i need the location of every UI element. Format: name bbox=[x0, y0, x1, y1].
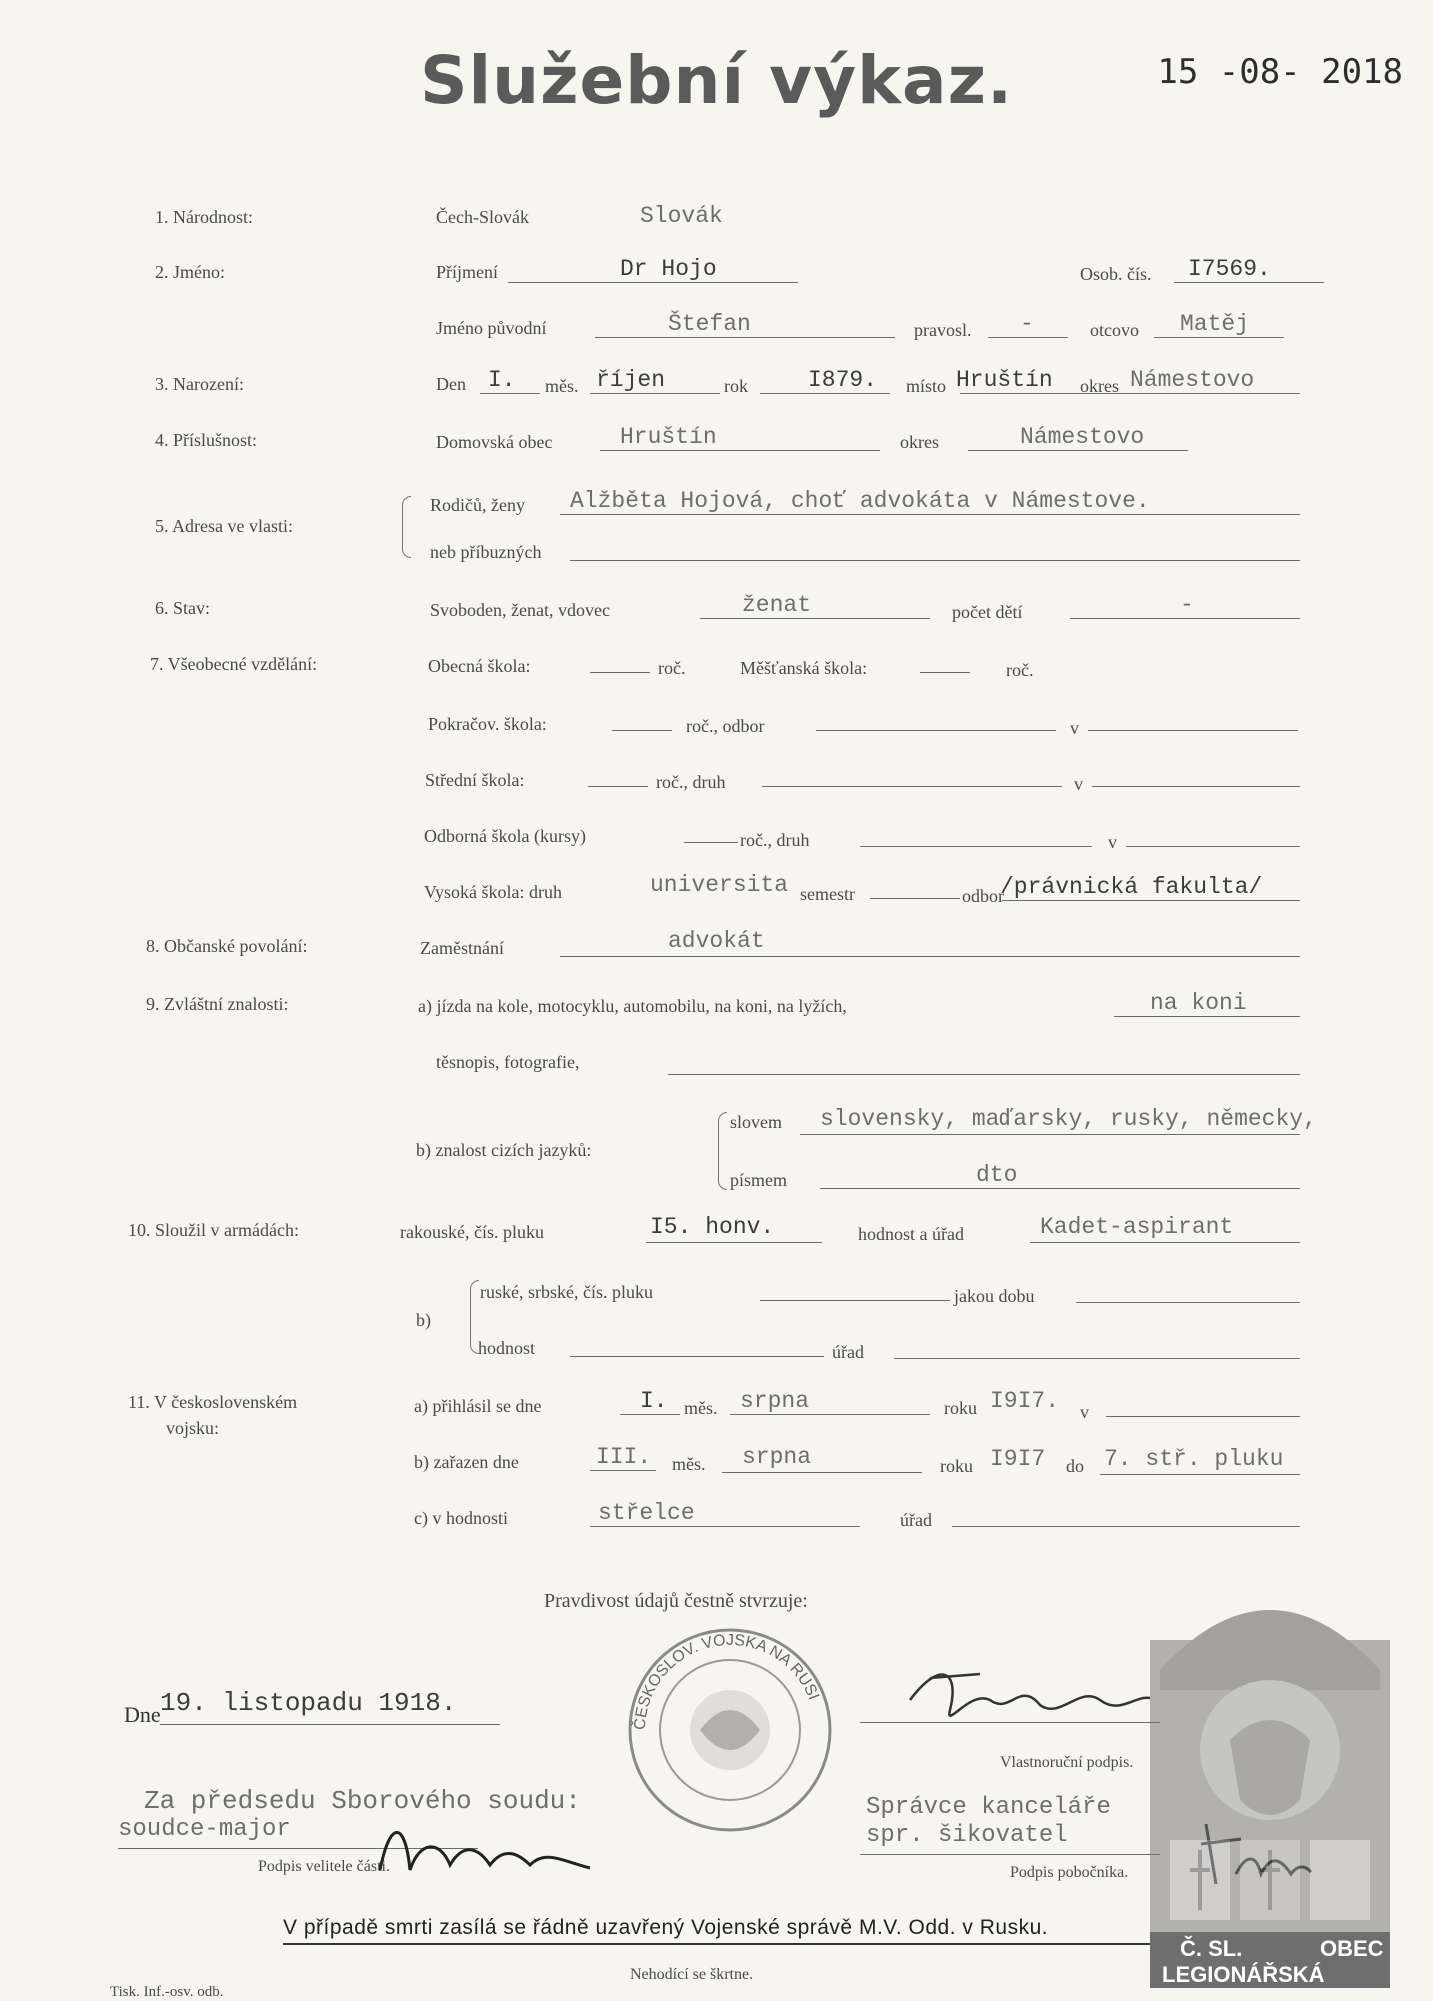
field-birth-district-label: okres bbox=[1080, 376, 1119, 396]
field-birth-day-label: Den bbox=[436, 374, 466, 394]
field-edu-obecna-roc: roč. bbox=[658, 658, 686, 678]
office-manager-label: Správce kanceláře bbox=[866, 1794, 1111, 1821]
field-edu-stredni-line bbox=[588, 786, 648, 787]
field-status-label: 6. Stav: bbox=[155, 598, 211, 618]
field-csarmy-b-month-line bbox=[722, 1472, 922, 1473]
field-skills-tesnopis-line bbox=[668, 1074, 1300, 1075]
field-edu-obecna-line bbox=[590, 672, 650, 673]
field-csarmy-label-2: vojsku: bbox=[166, 1418, 220, 1438]
field-edu-odborna-roc: roč., druh bbox=[740, 830, 810, 850]
statement-text: Pravdivost údajů čestně stvrzuje: bbox=[544, 1590, 808, 1612]
field-domicile-label: 4. Příslušnost: bbox=[155, 430, 258, 450]
field-skills-a: a) jízda na kole, motocyklu, automobilu, na koni, na lyžích, bbox=[418, 996, 847, 1016]
field-languages-pismem-line bbox=[820, 1188, 1300, 1189]
field-edu-vysoka-odbor-value: /právnická fakulta/ bbox=[1000, 874, 1263, 900]
field-edu-odborna-druh-line bbox=[860, 846, 1092, 847]
field-skills-a-value: na koni bbox=[1150, 990, 1247, 1016]
field-origname-line bbox=[595, 337, 895, 338]
field-csarmy-a-month-line bbox=[730, 1414, 930, 1415]
field-birth-label: 3. Narození: bbox=[155, 374, 244, 394]
field-csarmy-b-unit-line bbox=[1100, 1474, 1300, 1475]
field-address-brace bbox=[402, 496, 411, 558]
field-address-line1-line bbox=[560, 514, 1300, 515]
field-edu-obecna-label: Obecná škola: bbox=[428, 656, 531, 676]
field-army-rank-value: Kadet-aspirant bbox=[1040, 1214, 1234, 1240]
field-edu-stredni-druh-line bbox=[762, 786, 1062, 787]
field-edu-mestanska-line bbox=[920, 672, 970, 673]
field-skills-label: 9. Zvláštní znalosti: bbox=[146, 994, 289, 1014]
field-csarmy-b-month-value: srpna bbox=[742, 1444, 812, 1470]
field-army-austria-label: rakouské, čís. pluku bbox=[400, 1222, 544, 1242]
field-edu-pokrac-odbor-line bbox=[816, 730, 1056, 731]
field-address-line1-value: Alžběta Hojová, choť advokáta v Námestove. bbox=[570, 488, 1150, 514]
date-line bbox=[160, 1724, 500, 1725]
field-surname-value: Dr Hojo bbox=[620, 256, 717, 282]
field-edu-pokrac-v-line bbox=[1088, 730, 1298, 731]
official-round-stamp bbox=[620, 1620, 840, 1840]
field-birth-year-label: rok bbox=[724, 376, 748, 396]
field-nationality-value: Slovák bbox=[640, 203, 723, 229]
field-army-label: 10. Sloužil v armádách: bbox=[128, 1220, 299, 1240]
field-army-b-label: b) bbox=[416, 1310, 431, 1330]
field-status-value: ženat bbox=[742, 592, 812, 618]
field-edu-vysoka-semestr-line bbox=[870, 898, 960, 899]
field-languages-pismem-label: písmem bbox=[730, 1170, 787, 1190]
field-children-value: - bbox=[1180, 592, 1194, 618]
field-csarmy-b-label: b) zařazen dne bbox=[414, 1452, 519, 1472]
field-csarmy-c-label: c) v hodnosti bbox=[414, 1508, 508, 1528]
field-csarmy-c-line bbox=[590, 1526, 860, 1527]
field-csarmy-a-roku: roku bbox=[944, 1398, 977, 1418]
field-edu-vysoka-label: Vysoká škola: druh bbox=[424, 882, 562, 902]
field-surname-label: Příjmení bbox=[436, 262, 498, 282]
field-address-label: 5. Adresa ve vlasti: bbox=[155, 516, 293, 536]
field-occupation-value: advokát bbox=[668, 928, 765, 954]
field-csarmy-c-value: střelce bbox=[598, 1500, 695, 1526]
field-id-line bbox=[1174, 282, 1324, 283]
field-army-b2b-line bbox=[894, 1358, 1300, 1359]
field-army-austria-line bbox=[646, 1242, 822, 1243]
field-csarmy-label-1: 11. V československém bbox=[128, 1392, 298, 1412]
field-csarmy-b-unit-value: 7. stř. pluku bbox=[1104, 1446, 1284, 1472]
field-birth-place-line bbox=[960, 393, 1300, 394]
field-father-line bbox=[1154, 337, 1284, 338]
field-csarmy-b-mes: měs. bbox=[672, 1454, 706, 1474]
field-army-b2b-label: úřad bbox=[832, 1342, 864, 1362]
field-csarmy-c-urad-line bbox=[952, 1526, 1300, 1527]
field-occupation-line bbox=[560, 956, 1300, 957]
field-edu-pokrac-line bbox=[612, 730, 672, 731]
footer-print-note: Tisk. Inf.-osv. odb. bbox=[110, 1984, 224, 2000]
court-chair-label: Za předsedu Sborového soudu: bbox=[144, 1786, 581, 1816]
field-csarmy-a-day-value: I. bbox=[640, 1388, 668, 1414]
field-edu-mestanska-roc: roč. bbox=[1006, 660, 1034, 680]
field-surname-line bbox=[508, 282, 798, 283]
field-csarmy-a-label: a) přihlásil se dne bbox=[414, 1396, 542, 1416]
date-value: 19. listopadu 1918. bbox=[160, 1688, 457, 1718]
field-edu-stredni-roc: roč., druh bbox=[656, 772, 726, 792]
watermark-text-1: Č. SL. bbox=[1180, 1936, 1243, 1961]
field-csarmy-a-v-line bbox=[1106, 1416, 1300, 1417]
field-domicile-commune-line bbox=[600, 450, 880, 451]
field-birth-month-label: měs. bbox=[545, 376, 579, 396]
field-army-austria-value: I5. honv. bbox=[650, 1214, 775, 1240]
field-edu-odborna-line bbox=[684, 842, 738, 843]
field-name-label: 2. Jméno: bbox=[155, 262, 225, 282]
judge-rank: soudce-major bbox=[118, 1816, 291, 1843]
office-manager-rank: spr. šikovatel bbox=[866, 1822, 1068, 1849]
field-army-b1-label: ruské, srbské, čís. pluku bbox=[480, 1282, 653, 1302]
field-csarmy-b-day-value: III. bbox=[596, 1444, 652, 1470]
field-religion-value: - bbox=[1020, 311, 1034, 337]
field-csarmy-b-do: do bbox=[1066, 1456, 1084, 1476]
field-edu-mestanska-label: Měšťanská škola: bbox=[740, 658, 868, 678]
commander-signature-scribble bbox=[370, 1810, 610, 1890]
field-edu-stredni-label: Střední škola: bbox=[425, 770, 525, 790]
field-army-rank-label: hodnost a úřad bbox=[858, 1224, 964, 1244]
field-status-options: Svoboden, ženat, vdovec bbox=[430, 600, 610, 620]
field-languages-slovem-label: slovem bbox=[730, 1112, 782, 1132]
commander-signature-label: Podpis velitele části. bbox=[258, 1858, 390, 1875]
field-languages-brace bbox=[718, 1112, 727, 1190]
field-occupation-sub: Zaměstnání bbox=[420, 938, 504, 958]
footer-strike-note: Nehodící se škrtne. bbox=[630, 1966, 754, 1983]
field-edu-odborna-v-line bbox=[1126, 846, 1300, 847]
field-occupation-label: 8. Občanské povolání: bbox=[146, 936, 308, 956]
field-children-line bbox=[1070, 618, 1300, 619]
field-nationality-options: Čech-Slovák bbox=[436, 207, 529, 227]
field-domicile-district-label: okres bbox=[900, 432, 939, 452]
field-army-b1-line bbox=[760, 1300, 950, 1301]
field-csarmy-c-urad: úřad bbox=[900, 1510, 932, 1530]
field-birth-month-line bbox=[590, 393, 720, 394]
field-edu-pokrac-v: v bbox=[1070, 718, 1079, 738]
field-address-line2-line bbox=[570, 560, 1300, 561]
field-army-b2-line bbox=[570, 1356, 824, 1357]
field-birth-year-line bbox=[760, 393, 890, 394]
field-id-value: I7569. bbox=[1188, 256, 1271, 282]
field-domicile-district-line bbox=[968, 450, 1188, 451]
field-birth-place-label: místo bbox=[906, 376, 947, 396]
field-domicile-district-value: Námestovo bbox=[1020, 424, 1145, 450]
adjutant-signature-label: Podpis pobočníka. bbox=[1010, 1864, 1129, 1881]
field-csarmy-a-day-line bbox=[620, 1414, 680, 1415]
field-children-label: počet dětí bbox=[952, 602, 1023, 622]
field-domicile-commune-label: Domovská obec bbox=[436, 432, 553, 452]
date-label: Dne bbox=[124, 1702, 161, 1727]
field-csarmy-a-year-value: I9I7. bbox=[990, 1388, 1060, 1414]
legion-logo-watermark bbox=[1120, 1540, 1420, 1990]
field-csarmy-b-year-value: I9I7 bbox=[990, 1446, 1046, 1472]
field-edu-pokrac-roc: roč., odbor bbox=[686, 716, 765, 736]
field-origname-label: Jméno původní bbox=[436, 318, 547, 338]
field-edu-vysoka-semestr: semestr bbox=[800, 884, 855, 904]
field-csarmy-b-roku: roku bbox=[940, 1456, 973, 1476]
field-languages-slovem-line bbox=[800, 1134, 1300, 1135]
field-army-b2-label: hodnost bbox=[478, 1338, 536, 1358]
field-father-value: Matěj bbox=[1180, 311, 1250, 337]
field-id-label: Osob. čís. bbox=[1080, 264, 1152, 284]
field-edu-vysoka-odbor: odbor bbox=[962, 886, 1004, 906]
field-edu-stredni-v-line bbox=[1092, 786, 1300, 787]
field-religion-line bbox=[988, 337, 1068, 338]
field-birth-day-line bbox=[480, 393, 540, 394]
field-edu-stredni-v: v bbox=[1074, 774, 1083, 794]
field-skills-a-line bbox=[1114, 1016, 1300, 1017]
field-birth-year-value: I879. bbox=[808, 367, 878, 393]
field-nationality-label: 1. Národnost: bbox=[155, 207, 253, 227]
field-army-rank-line bbox=[1030, 1242, 1300, 1243]
field-religion-label: pravosl. bbox=[914, 320, 972, 340]
field-birth-district-value: Námestovo bbox=[1130, 367, 1255, 393]
field-languages-label: b) znalost cizích jazyků: bbox=[416, 1140, 592, 1160]
field-edu-odborna-label: Odborná škola (kursy) bbox=[424, 826, 586, 846]
field-edu-vysoka-odbor-line bbox=[1002, 900, 1300, 901]
field-languages-pismem-value: dto bbox=[976, 1162, 1018, 1188]
field-languages-slovem-value: slovensky, maďarsky, rusky, německy, bbox=[820, 1106, 1317, 1132]
field-edu-odborna-v: v bbox=[1108, 832, 1117, 852]
field-skills-tesnopis: těsnopis, fotografie, bbox=[436, 1052, 580, 1072]
field-domicile-commune-value: Hruštín bbox=[620, 424, 717, 450]
field-status-line bbox=[700, 618, 930, 619]
field-birth-place-value: Hruštín bbox=[956, 367, 1053, 393]
footer-notice: V případě smrti zasílá se řádně uzavřený Vojenské správě M.V. Odd. v Rusku. bbox=[283, 1916, 1049, 1939]
field-edu-vysoka-druh-value: universita bbox=[650, 872, 789, 898]
watermark-text-2: LEGIONÁŘSKÁ bbox=[1162, 1962, 1325, 1987]
watermark-text-1b: OBEC bbox=[1320, 1936, 1384, 1961]
field-birth-month-value: říjen bbox=[596, 367, 666, 393]
date-stamp: 15 -08- 2018 bbox=[1157, 52, 1403, 92]
document-title: Služební výkaz. bbox=[419, 42, 1014, 119]
stamp-text: ČESKOSLOV. VOJSKA NA RUSI bbox=[631, 1631, 822, 1731]
own-signature-label: Vlastnoruční podpis. bbox=[1000, 1754, 1134, 1771]
field-army-b1b-line bbox=[1076, 1302, 1300, 1303]
field-father-label: otcovo bbox=[1090, 320, 1139, 340]
field-army-b1b-label: jakou dobu bbox=[954, 1286, 1035, 1306]
field-csarmy-a-mes: měs. bbox=[684, 1398, 718, 1418]
field-origname-value: Štefan bbox=[668, 311, 751, 337]
field-birth-day-value: I. bbox=[488, 367, 516, 393]
field-edu-pokrac-label: Pokračov. škola: bbox=[428, 714, 547, 734]
field-address-line1-label: Rodičů, ženy bbox=[430, 495, 525, 515]
field-address-line2-label: neb příbuzných bbox=[430, 542, 542, 562]
adjutant-signature-line bbox=[860, 1854, 1160, 1855]
field-education-label: 7. Všeobecné vzdělání: bbox=[150, 654, 318, 674]
field-csarmy-b-day-line bbox=[590, 1470, 656, 1471]
field-csarmy-a-month-value: srpna bbox=[740, 1388, 810, 1414]
footer-rule bbox=[283, 1943, 1163, 1945]
field-csarmy-a-v: v bbox=[1080, 1402, 1089, 1422]
